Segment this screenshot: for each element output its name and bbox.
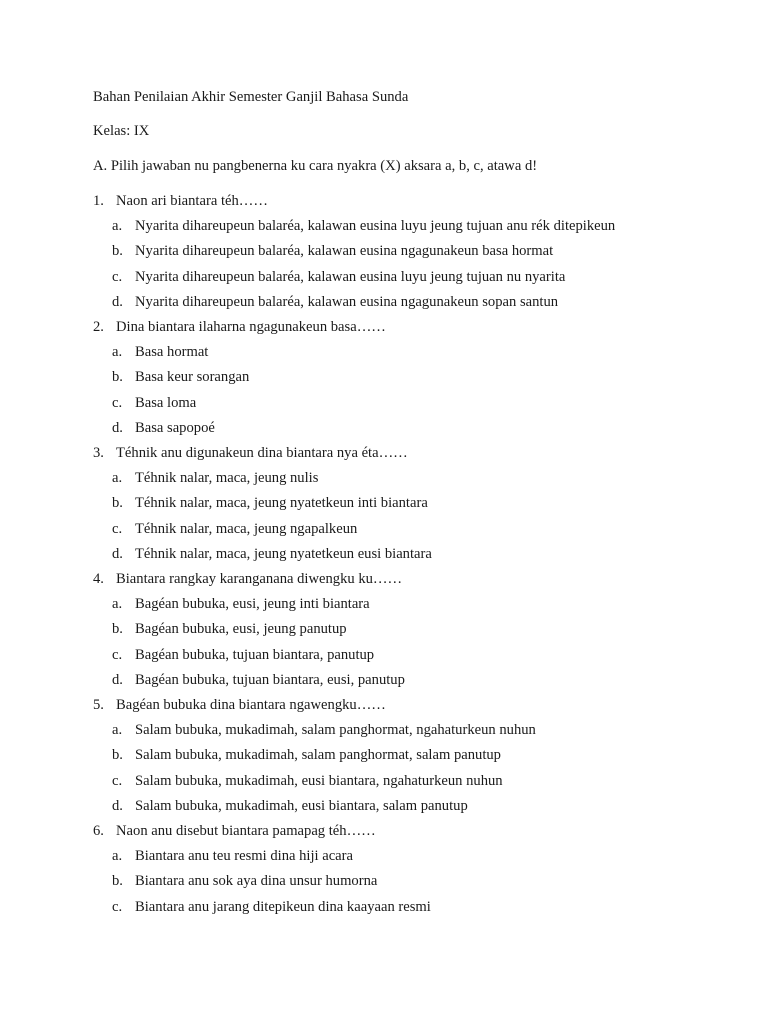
option-letter: a. xyxy=(112,470,123,487)
option-letter: d. xyxy=(112,293,123,310)
option-letter: d. xyxy=(112,671,123,688)
question-text: Bagéan bubuka dina biantara ngawengku…… xyxy=(116,697,386,713)
option-letter: b. xyxy=(112,243,123,260)
option-text: Bagéan bubuka, eusi, jeung panutup xyxy=(135,621,347,638)
document-title: Bahan Penilaian Akhir Semester Ganjil Bahasa Sunda xyxy=(93,89,409,105)
option-text: Bagéan bubuka, eusi, jeung inti biantara xyxy=(135,596,370,613)
option-letter: a. xyxy=(112,596,123,613)
option-text: Salam bubuka, mukadimah, salam panghormat, ngahaturkeun nuhun xyxy=(135,722,536,739)
option-letter: c. xyxy=(112,772,123,789)
question-text: Naon anu disebut biantara pamapag téh…… xyxy=(116,823,376,839)
option-letter: c. xyxy=(112,520,123,537)
question-text: Naon ari biantara téh…… xyxy=(116,193,268,209)
option-letter: b. xyxy=(112,495,123,512)
option-text: Bagéan bubuka, tujuan biantara, panutup xyxy=(135,646,375,663)
option-letter: a. xyxy=(112,722,123,739)
question-number: 6. xyxy=(93,823,104,839)
option-text: Biantara anu sok aya dina unsur humorna xyxy=(135,873,378,890)
option-letter: d. xyxy=(112,545,123,562)
option-text: Nyarita dihareupeun balaréa, kalawan eusina luyu jeung tujuan anu rék ditepikeun xyxy=(135,218,616,235)
question-number: 5. xyxy=(93,697,104,713)
option-text: Biantara anu teu resmi dina hiji acara xyxy=(135,848,354,865)
option-text: Salam bubuka, mukadimah, eusi biantara, salam panutup xyxy=(135,797,468,814)
option-text: Téhnik nalar, maca, jeung nyatetkeun eusi biantara xyxy=(135,545,432,562)
option-letter: b. xyxy=(112,621,123,638)
option-text: Téhnik nalar, maca, jeung nyatetkeun inti biantara xyxy=(135,495,428,512)
option-letter: c. xyxy=(112,646,123,663)
question-text: Dina biantara ilaharna ngagunakeun basa…… xyxy=(116,319,386,335)
option-letter: b. xyxy=(112,369,123,386)
question-text: Téhnik anu digunakeun dina biantara nya éta…… xyxy=(116,445,408,461)
question-text: Biantara rangkay karanganana diwengku ku…… xyxy=(116,571,403,587)
option-letter: a. xyxy=(112,344,123,361)
option-letter: a. xyxy=(112,848,123,865)
option-text: Salam bubuka, mukadimah, salam panghormat, salam panutup xyxy=(135,747,501,764)
option-letter: d. xyxy=(112,797,123,814)
option-letter: c. xyxy=(112,394,123,411)
option-text: Téhnik nalar, maca, jeung ngapalkeun xyxy=(135,520,358,537)
question-number: 4. xyxy=(93,571,104,587)
question-number: 2. xyxy=(93,319,104,335)
option-letter: a. xyxy=(112,218,123,235)
class-label: Kelas: IX xyxy=(93,123,150,139)
option-text: Basa sapopoé xyxy=(135,419,215,436)
option-text: Bagéan bubuka, tujuan biantara, eusi, panutup xyxy=(135,671,405,688)
option-letter: c. xyxy=(112,268,123,285)
option-text: Basa hormat xyxy=(135,344,209,361)
option-text: Nyarita dihareupeun balaréa, kalawan eusina ngagunakeun basa hormat xyxy=(135,243,554,260)
option-text: Salam bubuka, mukadimah, eusi biantara, ngahaturkeun nuhun xyxy=(135,772,503,789)
question-number: 3. xyxy=(93,445,104,461)
option-text: Téhnik nalar, maca, jeung nulis xyxy=(135,470,319,487)
option-letter: b. xyxy=(112,873,123,890)
option-text: Biantara anu jarang ditepikeun dina kaayaan resmi xyxy=(135,898,431,915)
section-instruction: A. Pilih jawaban nu pangbenerna ku cara nyakra (X) aksara a, b, c, atawa d! xyxy=(93,158,538,174)
option-letter: c. xyxy=(112,898,123,915)
option-letter: d. xyxy=(112,419,123,436)
option-letter: b. xyxy=(112,747,123,764)
question-number: 1. xyxy=(93,193,104,209)
option-text: Basa loma xyxy=(135,394,197,411)
option-text: Basa keur sorangan xyxy=(135,369,250,386)
option-text: Nyarita dihareupeun balaréa, kalawan eusina ngagunakeun sopan santun xyxy=(135,293,559,310)
option-text: Nyarita dihareupeun balaréa, kalawan eusina luyu jeung tujuan nu nyarita xyxy=(135,268,566,285)
